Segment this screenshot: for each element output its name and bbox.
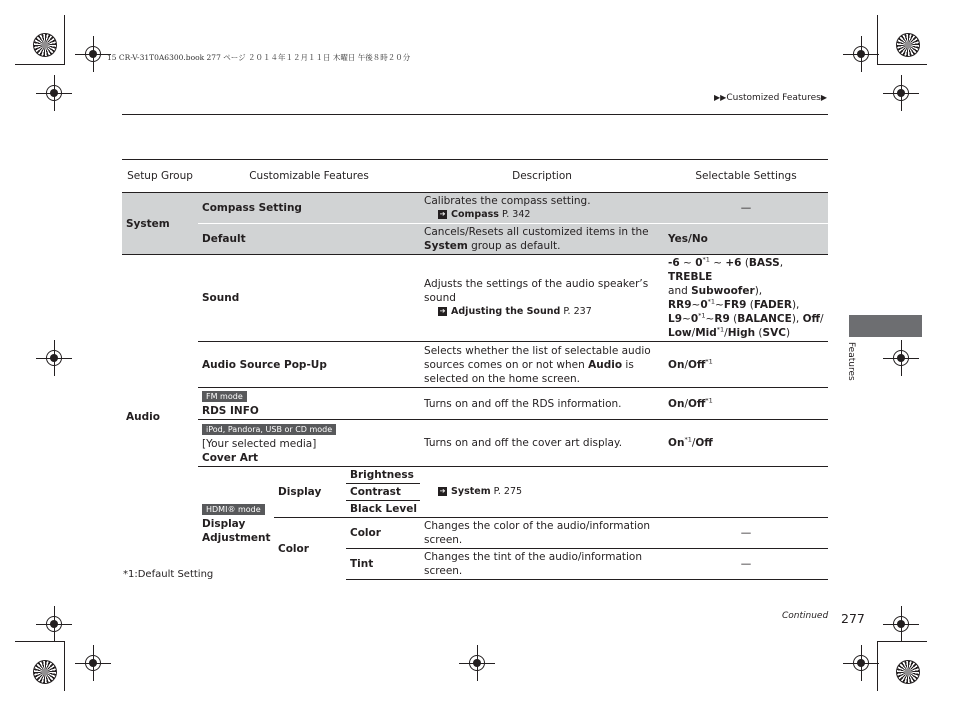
desc-text: Cancels/Resets all customized items in the [424, 226, 649, 238]
setting-tint: — [664, 549, 828, 580]
desc-color: Changes the color of the audio/information screen. [420, 518, 664, 549]
footnote: *1:Default Setting [123, 569, 214, 580]
ref-name: Compass [451, 209, 499, 220]
desc-text: Selects whether the list of selectable audio sources comes on or not when [424, 344, 651, 371]
registration-mark [36, 75, 72, 111]
group-system: System [122, 193, 198, 255]
registration-mark [75, 645, 111, 681]
registration-mark [36, 340, 72, 376]
table-row [122, 420, 828, 467]
page-number: 277 [841, 611, 865, 626]
header-settings: Selectable Settings [664, 160, 828, 193]
ref-page: P. 275 [493, 486, 523, 497]
table-header-row [122, 160, 828, 193]
header-setup-group: Setup Group [122, 160, 198, 193]
table-row [122, 342, 828, 388]
print-header: 15 CR-V-31T0A6300.book 277 ページ ２０１４年１２月１１日 木曜日 午後８時２０分 [107, 53, 411, 62]
ref-name: Adjusting the Sound [451, 306, 561, 317]
feature-display-adjustment [198, 467, 274, 580]
color-target-mark [33, 660, 57, 684]
desc-text: group as default. [467, 240, 561, 252]
item-tint: Tint [346, 549, 420, 580]
desc-text: Calibrates the compass setting. [424, 195, 591, 207]
header-rule [122, 114, 828, 115]
desc-text: Adjusts the settings of the audio speaker’s sound [424, 278, 649, 304]
setting-sound: -6 ~ 0$^{*1}$ ~ +6 (BASS, TREBLE and Subwoofer), RR9~0$^{*1}$~FR9 (FADER), L9~0$^{*1}$~R9 (BALANCE), Off/ Low/Mid$^{*1}$/High (SVC) [664, 255, 828, 342]
desc-text: is selected on the home screen. [424, 358, 634, 385]
ref-page: P. 237 [563, 306, 592, 317]
table-row [122, 193, 828, 224]
table-row [122, 224, 828, 255]
setting-cover-art: On$^{*1}$/Off [664, 420, 828, 467]
header-description: Description [420, 160, 664, 193]
item-color: Color [346, 518, 420, 549]
table-row [122, 467, 828, 484]
setting-color: — [664, 518, 828, 549]
item-brightness: Brightness [346, 467, 420, 484]
registration-mark [843, 36, 879, 72]
cross-reference[interactable] [424, 208, 660, 222]
registration-mark [75, 36, 111, 72]
mode-badge: iPod, Pandora, USB or CD mode [202, 424, 336, 435]
setting-audio-source-popup: On/Off$^{*1}$ [664, 342, 828, 388]
crop-line [877, 15, 878, 65]
feature-rds-info [198, 388, 420, 420]
desc-cover-art: Turns on and off the cover art display. [420, 420, 664, 467]
color-target-mark [896, 660, 920, 684]
registration-mark [459, 645, 495, 681]
feature-prefix: [Your selected media] [202, 437, 317, 450]
reference-arrow-icon: ➔ [439, 307, 446, 315]
mode-badge: HDMI® mode [202, 504, 265, 515]
desc-compass [420, 193, 664, 224]
desc-tint: Changes the tint of the audio/information screen. [420, 549, 664, 580]
desc-audio-source-popup [420, 342, 664, 388]
registration-mark [883, 340, 919, 376]
cross-reference[interactable] [424, 485, 660, 499]
color-target-mark [896, 33, 920, 57]
cross-reference[interactable] [424, 305, 660, 319]
item-contrast: Contrast [346, 484, 420, 501]
group-audio: Audio [122, 255, 198, 580]
registration-mark [36, 606, 72, 642]
ref-page: P. 342 [501, 209, 531, 220]
section-tab [849, 315, 922, 337]
crop-line [15, 64, 65, 65]
item-black-level: Black Level [350, 503, 417, 515]
feature-label: Cover Art [202, 451, 259, 464]
setting-default: Yes/No [664, 224, 828, 255]
feature-cover-art [198, 420, 420, 467]
crop-line [877, 641, 927, 642]
crop-line [15, 641, 65, 642]
arrow-icon: ▶ [820, 93, 827, 102]
reference-arrow-icon: ➔ [439, 487, 446, 495]
continued-label: Continued [782, 611, 829, 621]
registration-mark [883, 606, 919, 642]
feature-compass: Compass Setting [198, 193, 420, 224]
registration-mark [843, 645, 879, 681]
ref-name: System [451, 486, 491, 497]
sub-feature-color: Color [274, 518, 346, 580]
reference-arrow-icon: ➔ [439, 210, 446, 218]
feature-default: Default [198, 224, 420, 255]
crop-line [64, 641, 65, 691]
desc-bold: System [424, 240, 468, 252]
desc-default [420, 224, 664, 255]
crop-line [877, 64, 927, 65]
setting-compass: — [664, 193, 828, 224]
feature-label: RDS INFO [202, 405, 259, 417]
table-row [122, 388, 828, 420]
breadcrumb-label[interactable]: Customized Features [726, 93, 821, 103]
setting-display [664, 467, 828, 518]
header-features: Customizable Features [198, 160, 420, 193]
section-tab-label: Features [846, 342, 856, 381]
registration-mark [883, 75, 919, 111]
feature-audio-source-popup: Audio Source Pop-Up [198, 342, 420, 388]
setting-rds-info: On/Off$^{*1}$ [664, 388, 828, 420]
desc-display [420, 467, 664, 518]
feature-sound: Sound [198, 255, 420, 342]
desc-rds-info: Turns on and off the RDS information. [420, 388, 664, 420]
color-target-mark [33, 33, 57, 57]
table-row [122, 255, 828, 342]
sub-feature-display: Display [274, 467, 346, 518]
mode-badge: FM mode [202, 391, 247, 402]
breadcrumb [714, 93, 827, 103]
crop-line [877, 641, 878, 691]
feature-label: Display Adjustment [202, 517, 271, 544]
double-arrow-icon: ▶▶ [714, 93, 727, 102]
customized-features-table [122, 159, 828, 580]
crop-line [64, 15, 65, 65]
desc-sound [420, 255, 664, 342]
desc-bold: Audio [588, 358, 623, 371]
